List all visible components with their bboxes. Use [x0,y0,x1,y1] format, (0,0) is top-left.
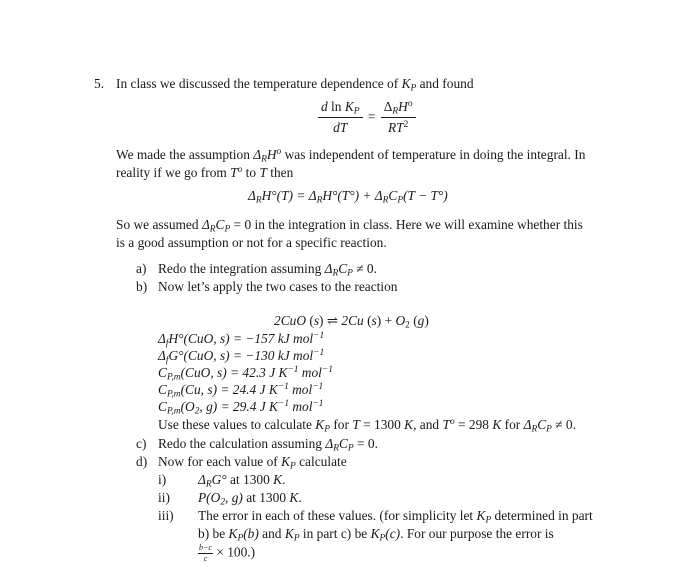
data-line-cp-cuo: $C_{P,m}(CuO$, s) = 42.3 J $K^{-1}$ mol$^{-1}$ [158,364,333,383]
part-d-text: Now for each value of $K_P$ calculate [158,454,347,472]
part-c-text: Redo the calculation assuming $\Delta_RC_P = 0$. [158,436,378,454]
sub-ii-text: $P(O_2$, g) at 1300 K. [198,490,302,508]
vant-hoff-equation: $\frac{d \ln K_P}{dT}$ = $\frac{\Delta_RH^o}{RT^2}$ [318,99,416,137]
sub-iii-line-1: The error in each of these values. (for simplicity let $K_P$ determined in part [198,508,593,526]
sub-iii-line-3: $\frac{b-c}{c}$ × 100.) [199,543,256,563]
data-line-cp-cu: $C_{P,m}(Cu$, s) = 24.4 J $K^{-1}$ mol$^{-1}$ [158,381,324,400]
sub-i-label: i) [158,472,167,487]
part-a-text: Redo the integration assuming $\Delta_RC_P \ne 0$. [158,261,377,279]
part-b-label: b) [136,279,148,294]
sub-ii-label: ii) [158,490,170,505]
part-d-label: d) [136,454,148,469]
part-b-text: Now let’s apply the two cases to the reaction [158,279,398,294]
data-line-dfg: $\Delta_fG^\circ(CuO$, s) = −130 kJ mol$^{-1}$ [158,347,325,366]
reaction-equation: 2CuO (s) ⇌ 2Cu $(s) + O_2$ (g) [274,313,429,331]
data-line-dfh: $\Delta_fH^\circ(CuO$, s) = −157 kJ mol$^{-1}$ [158,330,325,349]
assumption-line-1: We made the assumption $\Delta_RH^o$ was independent of temperature in doing the integral. In [116,146,586,165]
intro-line: In class we discussed the temperature dependence of $K_P$ and found [116,76,474,94]
so-line-2: is a good assumption or not for a specific reaction. [116,235,387,250]
kirchhoff-equation: $\Delta_RH^\circ(T) = \Delta_RH^\circ(T^\circ) + \Delta_RC_P(T - T^\circ)$ [248,188,448,206]
part-c-label: c) [136,436,147,451]
sub-iii-label: iii) [158,508,174,523]
so-line-1: So we assumed $\Delta_RC_P = 0$ in the integration in class. Here we will examine whether this [116,217,583,235]
data-line-cp-o2: $C_{P,m}(O_2$, g) = 29.4 J $K^{-1}$ mol$^{-1}$ [158,398,324,417]
kp-symbol: $K_P$ [401,76,417,94]
use-values-line: Use these values to calculate $K_P$ for T = 1300 K, and $T^o = 298$ K for $\Delta_RC_P \ne 0$. [158,416,576,435]
assumption-line-2: reality if we go from $T^o$ to T then [116,164,294,180]
sub-iii-line-2: b) be $K_P(b)$ and $K_P$ in part c) be $K_P(c)$. For our purpose the error is [198,526,554,544]
sub-i-text: $\Delta_RG^\circ$ at 1300 K. [198,472,286,490]
part-a-label: a) [136,261,147,276]
problem-number: 5. [94,76,105,91]
